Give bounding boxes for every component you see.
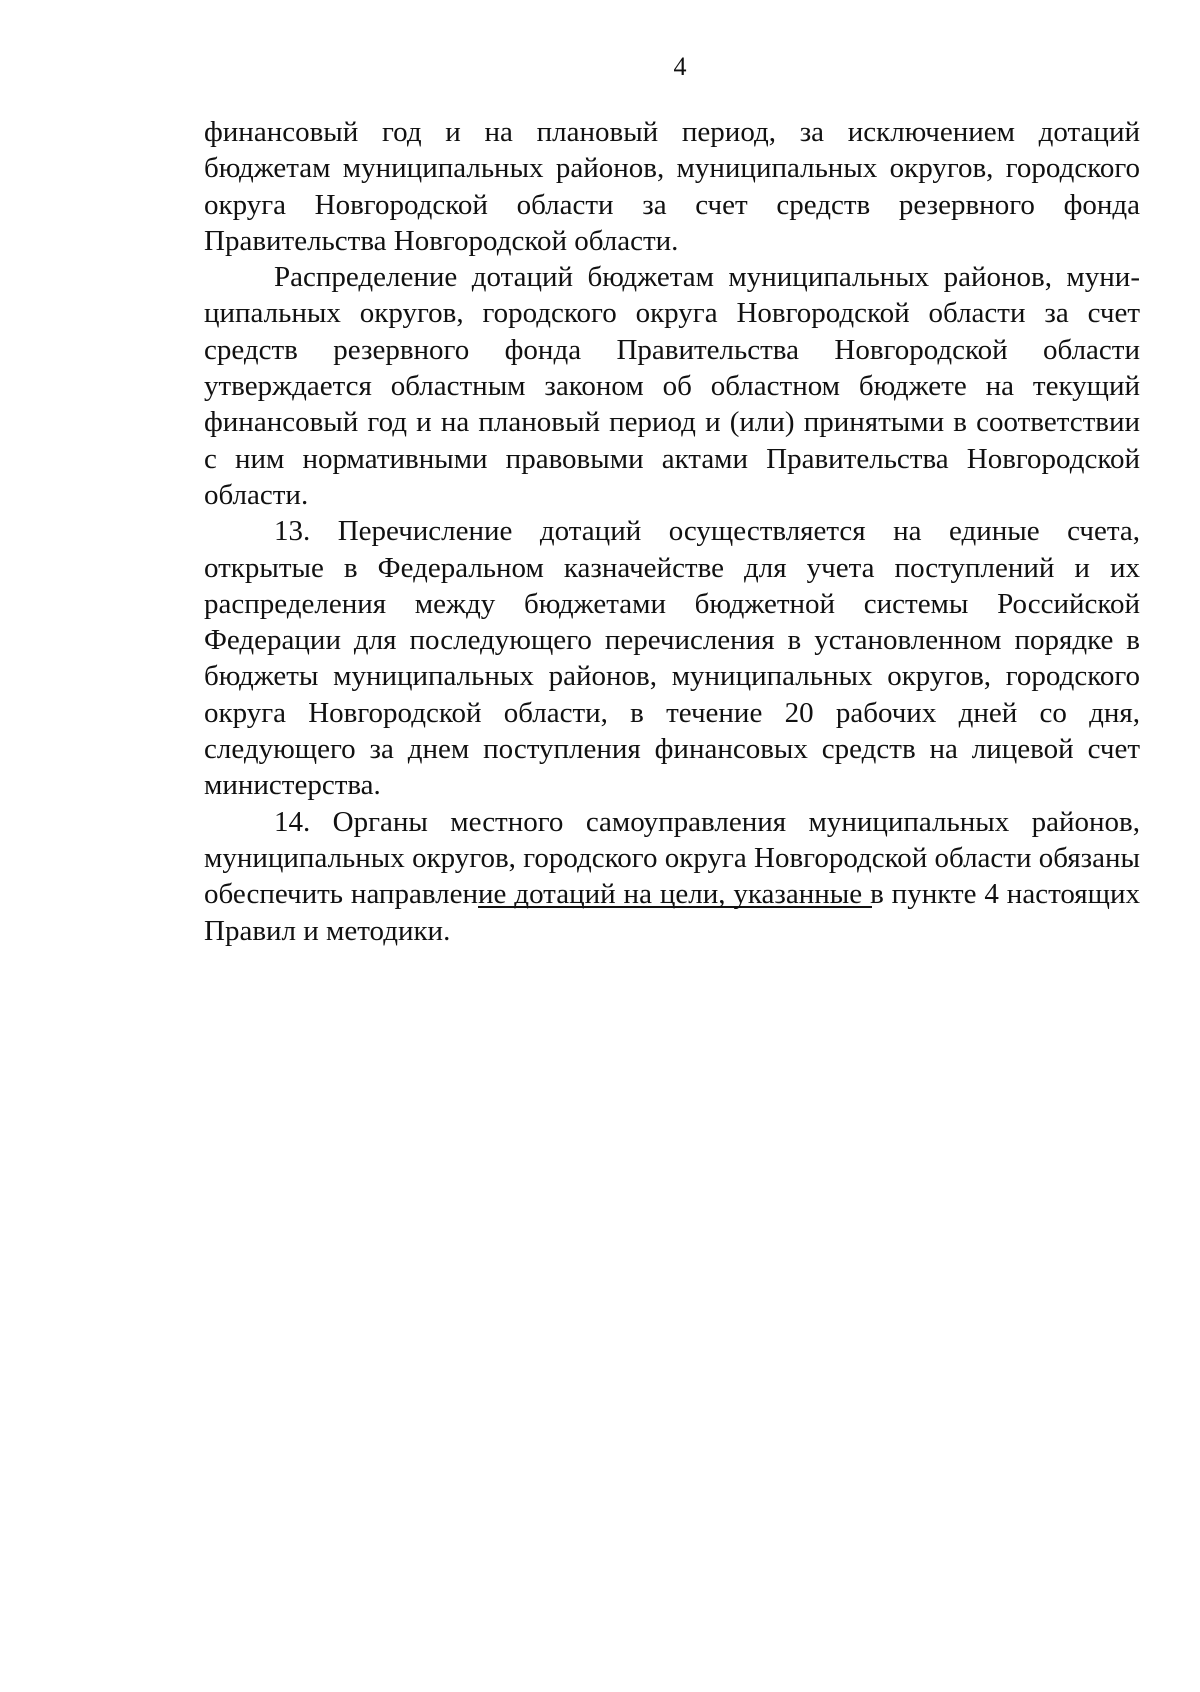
page-number: 4 (673, 52, 687, 81)
paragraph-subsidy-distribution: Распределение дотаций бюджетам муниципальных районов, муниципальных округов, городского округа Новгородской области за счет средств резервного фонда Правительства Новгородской области утверждается областным законом об областном бюджете на текущий финансовый год и на плановый период и (или) принятыми в соответствии с ним нормативными правовыми актами Правительства Новгородской области. (204, 261, 1140, 511)
document-body (204, 114, 1140, 949)
paragraph-continuation: финансовый год и на плановый период, за исключением дотаций бюджетам муниципальных районов, муниципальных округов, городского округа Новгородской области за счет средств резервного фонда Правительства Новгородской области. (204, 116, 1140, 257)
paragraph-item-14: 14. Органы местного самоуправления муниципальных районов, муниципальных округов, городского округа Новгородской области обязаны обеспечить направление дотаций на цели, указанные в пункте 4 настоящих Правил и методики. (204, 805, 1140, 947)
end-of-document-rule (478, 906, 872, 908)
paragraph-item-13: 13. Перечисление дотаций осуществляется на единые счета, открытые в Федеральном казначействе для учета поступлений и их распределения между бюджетами бюджетной системы Российской Федерации для последующего перечисления в установленном порядке в бюджеты муниципальных районов, муниципальных округов, городского округа Новгородской области, в течение 20 рабочих дней со дня, следующего за днем поступления финансовых средств на лицевой счет министерства. (204, 515, 1140, 802)
